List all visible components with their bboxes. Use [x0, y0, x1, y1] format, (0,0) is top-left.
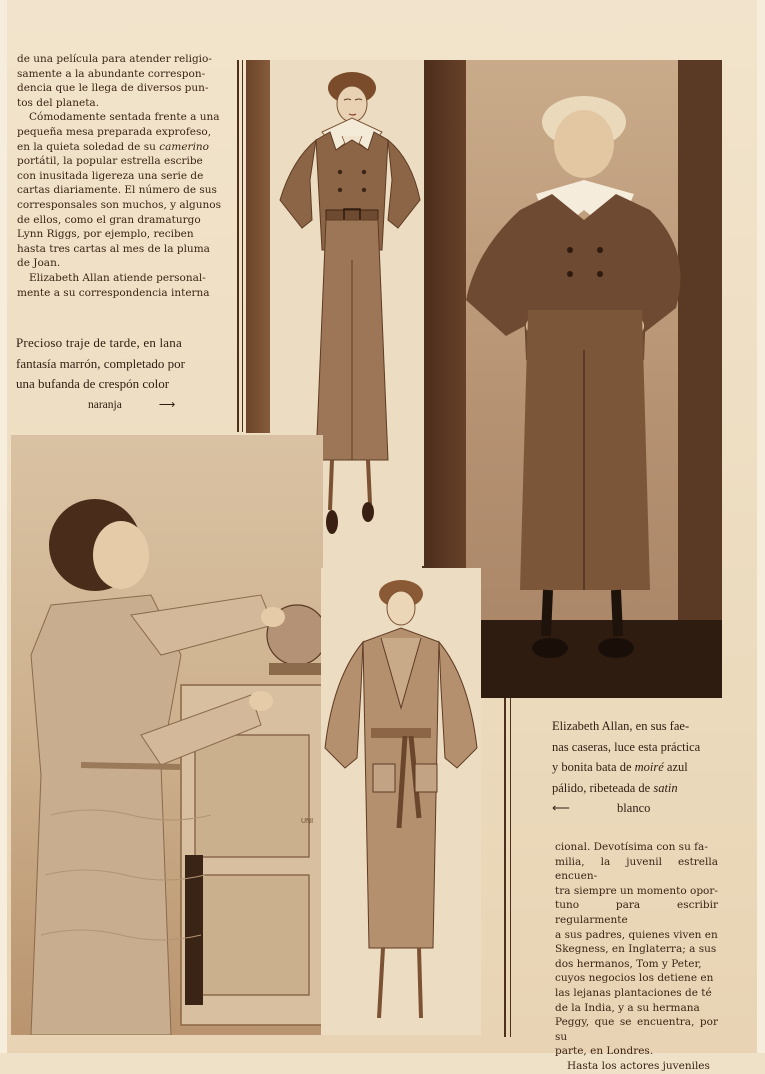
- text-line: hasta tres cartas al mes de la pluma: [17, 242, 210, 255]
- caption-text: pálido, ribeteada de: [552, 780, 654, 795]
- caption-line: Precioso traje de tarde, en lana: [16, 335, 182, 350]
- italic-word: camerino: [159, 140, 210, 153]
- article-paragraph-3: [17, 271, 230, 300]
- text-line: las lejanas plantaciones de té: [555, 986, 712, 999]
- column-rule: [510, 697, 511, 1037]
- caption-line: Elizabeth Allan, en sus fae-: [552, 719, 690, 733]
- caption-evening-dress: [16, 333, 212, 415]
- text-line: corresponsales son muchos, y algunos: [17, 198, 221, 211]
- robe-sketch: [321, 568, 481, 1035]
- article-column-bottom: [555, 840, 718, 1074]
- photo-elizabeth-allan-dress: [466, 60, 722, 698]
- text-line: de Joan.: [17, 257, 61, 270]
- caption-last-line: [552, 798, 722, 819]
- photo-kitchen-robe: [11, 435, 323, 1035]
- text-line: tra siempre un momento opor-: [555, 884, 718, 897]
- caption-last-word: naranja: [88, 398, 122, 411]
- text-line: dos hermanos, Tom y Peter,: [555, 957, 702, 970]
- caption-line: [552, 778, 722, 799]
- article-column-top: [17, 52, 230, 300]
- caption-line: una bufanda de crespón color: [16, 376, 170, 391]
- text-line: tos del planeta.: [17, 96, 100, 109]
- text-line: milia, la juvenil estrella encuen-: [555, 855, 718, 883]
- text-line: Lynn Riggs, por ejemplo, reciben: [17, 228, 194, 241]
- text-line: de ellos, como el gran dramaturgo: [17, 213, 201, 226]
- photo-figure: [466, 60, 722, 698]
- column-rule: [237, 60, 239, 432]
- arrow-left-icon: ⟵: [552, 801, 570, 815]
- caption-house-robe: [552, 716, 722, 819]
- text-line: dencia que le llega de diversos pun-: [17, 82, 209, 95]
- stove-brand-label: UNI: [301, 818, 314, 825]
- text-line: con inusitada ligereza una serie de: [17, 169, 204, 182]
- page-edge-left: [0, 0, 7, 1053]
- text-line: portátil, la popular estrella escribe: [17, 155, 203, 168]
- text-line: en la quieta soledad de su camerino: [17, 140, 210, 153]
- text-line: Skegness, en Inglaterra; a sus: [555, 943, 717, 956]
- text-line: Hasta los actores juveniles: [567, 1059, 710, 1072]
- column-rule: [504, 697, 506, 1037]
- caption-text: y bonita bata de: [552, 760, 635, 774]
- caption-line: [552, 757, 722, 778]
- caption-last-line: [16, 395, 212, 416]
- text-line: Elizabeth Allan atiende personal-: [29, 271, 206, 284]
- text-line: de una película para atender religio-: [17, 53, 212, 65]
- kitchen-scene: [11, 435, 323, 1035]
- page-edge-right: [757, 0, 765, 1053]
- text-line: de la India, y a su hermana: [555, 1001, 700, 1014]
- text-line: Peggy, que se encuentra, por su: [555, 1016, 718, 1043]
- text-line: Cómodamente sentada frente a una: [29, 111, 220, 124]
- caption-line: nas caseras, luce esta práctica: [552, 739, 701, 754]
- arrow-right-icon: ⟶: [158, 398, 176, 411]
- text-line: parte, en Londres.: [555, 1045, 654, 1058]
- caption-last-word: blanco: [617, 801, 651, 815]
- illustration-robe: [321, 568, 481, 1035]
- caption-italic: moiré: [634, 760, 664, 774]
- article-paragraph-2: [17, 110, 230, 271]
- backdrop-band: [422, 60, 470, 568]
- caption-italic: satin: [653, 780, 678, 795]
- column-rule: [242, 60, 243, 432]
- text-line: cuyos negocios los detiene en: [555, 972, 714, 985]
- text-line: tuno para escribir regularmente: [555, 899, 718, 926]
- text-line: pequeña mesa preparada exprofeso,: [17, 125, 212, 138]
- text-line: mente a su correspondencia interna: [17, 286, 210, 299]
- text-line: samente a la abundante correspon-: [17, 67, 206, 80]
- caption-line: fantasía marrón, completado por: [16, 355, 185, 371]
- text-line: cional. Devotísima con su fa-: [555, 841, 708, 853]
- text-line: cartas diariamente. El número de sus: [17, 184, 217, 197]
- text-line: a sus padres, quienes viven en: [555, 928, 718, 941]
- article-intro: [17, 52, 230, 110]
- caption-text: azul: [663, 760, 688, 774]
